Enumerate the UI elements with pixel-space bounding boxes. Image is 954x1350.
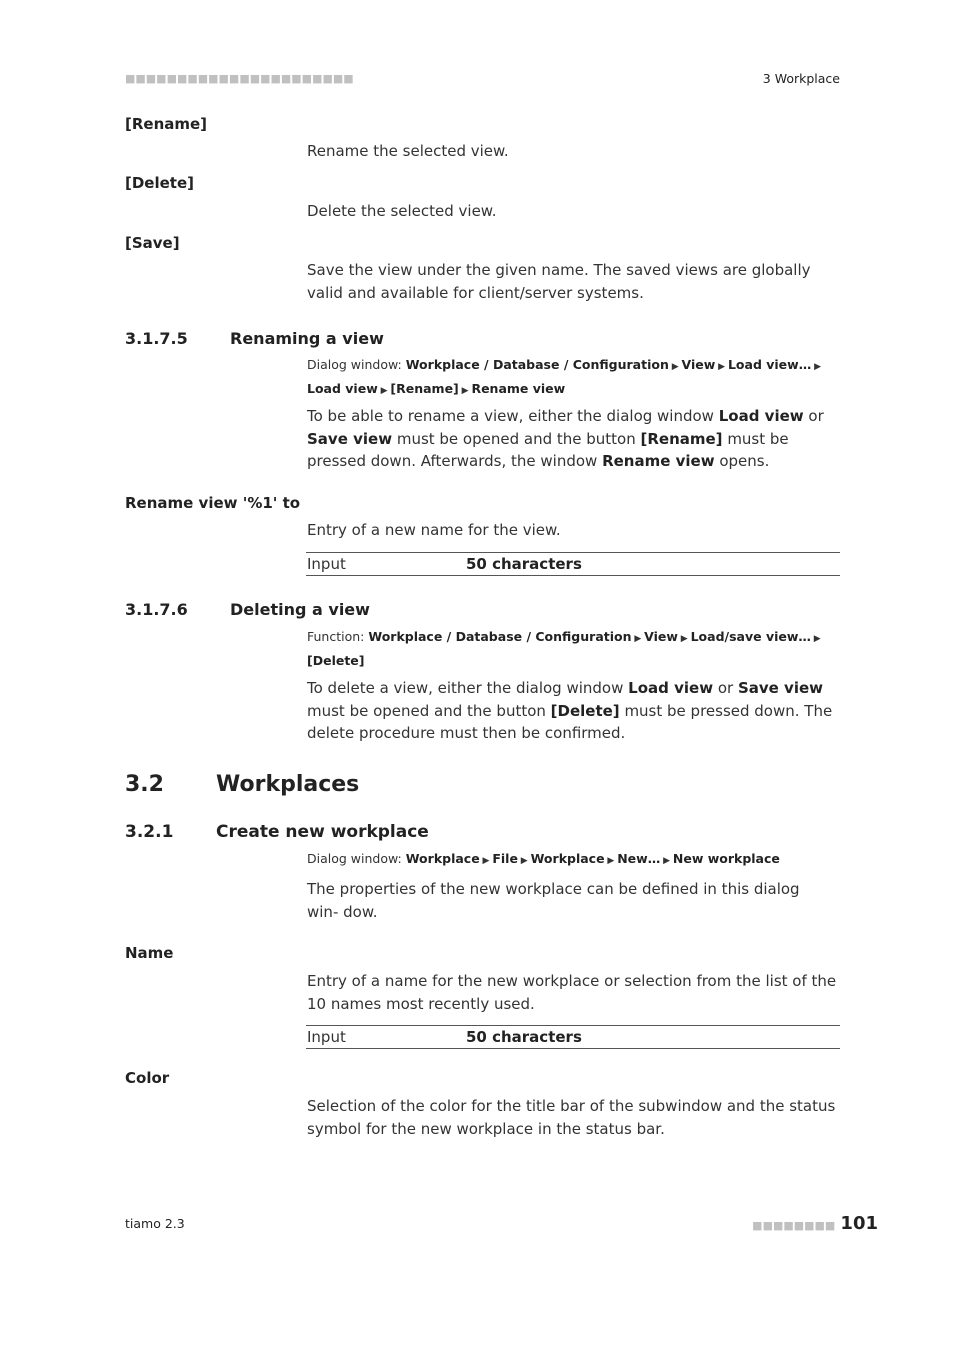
path-item: File — [492, 851, 518, 866]
path-arrow-icon: ▶ — [668, 362, 682, 372]
path-item: New workplace — [672, 851, 780, 866]
menu-path-new-workplace — [307, 848, 841, 872]
path-item: Workplace — [405, 851, 480, 866]
emphasis-text: Save view — [307, 429, 393, 448]
path-arrow-icon: ▶ — [631, 634, 645, 644]
spec-key: Input — [307, 1028, 346, 1046]
body-text: To delete a view, either the dialog window — [307, 679, 629, 697]
spec-value: 50 characters — [466, 1028, 582, 1046]
spec-value: 50 characters — [466, 555, 582, 573]
path-prefix: Dialog window: — [307, 357, 406, 372]
emphasis-text: Load view — [718, 407, 804, 425]
body-text: opens. — [714, 452, 770, 470]
section-heading-321 — [125, 822, 429, 842]
section-number: 3.1.7.6 — [125, 600, 188, 619]
path-arrow-icon: ▶ — [377, 386, 391, 396]
emphasis-text: [Rename] — [640, 429, 723, 448]
section-number: 3.2.1 — [125, 822, 174, 842]
path-item: Load view… — [727, 357, 812, 372]
section-heading-3176 — [125, 600, 370, 619]
new-workplace-desc: The properties of the new workplace can be defined in this dialog win- dow. — [307, 880, 800, 921]
path-item: [Delete] — [307, 653, 365, 668]
delete-view-instructions — [307, 677, 841, 745]
section-title: Deleting a view — [230, 600, 370, 619]
path-arrow-icon: ▶ — [660, 856, 673, 866]
body-text: must be pressed down. Afterwards, the window — [307, 429, 789, 470]
rename-field-term: Rename view '%1' to — [125, 494, 301, 512]
section-number: 3.2 — [125, 772, 164, 797]
path-item: Workplace / Database / Configuration — [368, 629, 632, 644]
path-prefix: Dialog window: — [307, 851, 406, 866]
section-number: 3.1.7.5 — [125, 329, 188, 348]
path-arrow-icon: ▶ — [677, 634, 691, 644]
menu-path-rename — [307, 354, 841, 402]
section-title: Workplaces — [216, 772, 360, 797]
path-item: Load/save view… — [690, 629, 811, 644]
path-prefix: Function: — [307, 629, 369, 644]
body-text: or — [803, 407, 824, 425]
path-item: Rename view — [471, 381, 566, 396]
body-text: or — [713, 679, 738, 697]
footer-decoration: ■■■■■■■■ — [752, 1219, 836, 1232]
rename-field-desc: Entry of a new name for the view. — [307, 521, 561, 539]
path-item: Workplace / Database / Configuration — [405, 357, 669, 372]
save-button-desc: Save the view under the given name. The saved views are globally valid and available for client/server systems. — [307, 261, 811, 302]
chapter-heading-32 — [125, 772, 359, 797]
color-field-term: Color — [125, 1069, 170, 1087]
path-arrow-icon: ▶ — [458, 386, 472, 396]
delete-button-term: [Delete] — [125, 174, 194, 192]
path-arrow-icon: ▶ — [604, 856, 618, 866]
emphasis-text: [Delete] — [550, 701, 620, 720]
body-text: must be opened and the button — [307, 701, 551, 720]
save-button-term: [Save] — [125, 234, 180, 252]
body-text: To be able to rename a view, either the dialog window — [307, 407, 719, 425]
section-heading-3175 — [125, 329, 384, 348]
emphasis-text: Save view — [737, 679, 824, 697]
path-item: New… — [617, 851, 661, 866]
path-item: View — [644, 629, 678, 644]
path-item: Load view — [307, 381, 378, 396]
rename-button-desc: Rename the selected view. — [307, 142, 509, 160]
menu-path-delete — [307, 626, 841, 671]
page-number: 101 — [840, 1213, 878, 1234]
body-text: must be opened and the button — [392, 429, 641, 448]
header-decoration: ■■■■■■■■■■■■■■■■■■■■■■ — [125, 72, 354, 85]
path-arrow-icon: ▶ — [810, 634, 821, 644]
spec-key: Input — [307, 555, 346, 573]
delete-button-desc: Delete the selected view. — [307, 202, 497, 220]
rename-button-term: [Rename] — [125, 115, 208, 133]
path-item: [Rename] — [390, 381, 459, 396]
product-version: tiamo 2.3 — [125, 1216, 185, 1231]
emphasis-text: Load view — [628, 679, 714, 697]
chapter-label: 3 Workplace — [762, 71, 840, 86]
color-field-desc: Selection of the color for the title bar of the subwindow and the status symbol for the new workplace in the status bar. — [307, 1097, 836, 1138]
section-title: Renaming a view — [230, 329, 384, 348]
name-field-spec-table — [306, 1025, 840, 1049]
path-item: View — [681, 357, 716, 372]
name-field-desc: Entry of a name for the new workplace or selection from the list of the 10 names most recently used. — [307, 972, 837, 1013]
body-text: must be pressed down. The delete procedure must then be confirmed. — [307, 701, 833, 742]
page-number-group — [752, 1213, 878, 1234]
path-arrow-icon: ▶ — [811, 362, 821, 372]
path-arrow-icon: ▶ — [517, 856, 531, 866]
section-title: Create new workplace — [216, 822, 429, 842]
name-field-term: Name — [125, 944, 174, 962]
path-arrow-icon: ▶ — [715, 362, 728, 372]
rename-view-instructions — [307, 405, 841, 473]
path-arrow-icon: ▶ — [479, 856, 493, 866]
emphasis-text: Rename view — [602, 452, 715, 470]
path-item: Workplace — [530, 851, 605, 866]
rename-field-spec-table — [306, 552, 840, 576]
